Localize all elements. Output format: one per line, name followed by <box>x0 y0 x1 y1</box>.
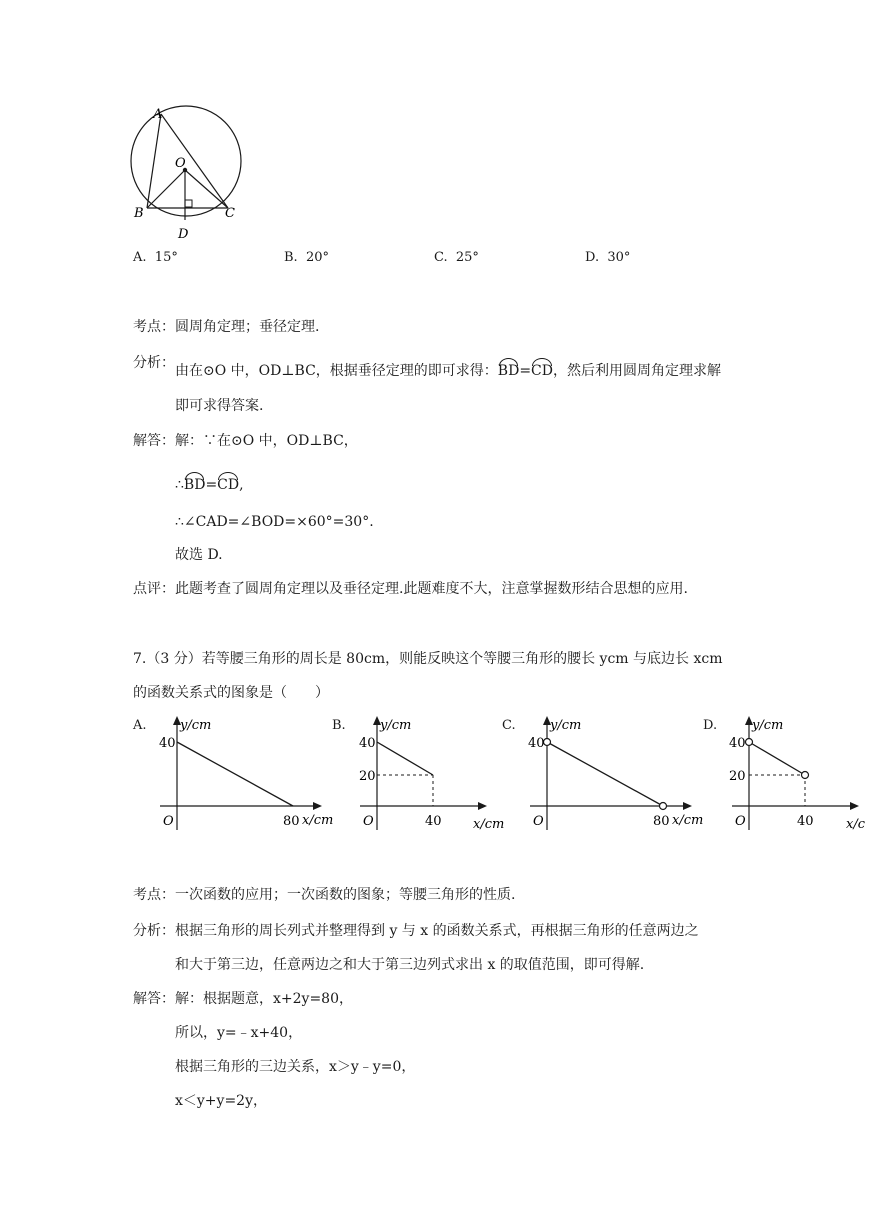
q7-kaodian: 考点：一次函数的应用；一次函数的图象；等腰三角形的性质. <box>133 887 516 903</box>
arc-cd-2: CD <box>217 472 239 494</box>
graph-a-ylabel: y/cm <box>180 718 212 733</box>
graph-a-xlabel: x/cm <box>302 813 334 828</box>
q6-jieda-line4: 故选 D. <box>175 547 223 563</box>
q6-jieda-line1: 解答：解：∵在⊙O 中，OD⊥BC， <box>133 433 358 449</box>
graph-b-xtick: 40 <box>425 814 442 829</box>
graph-c-xlabel: x/cm <box>672 813 704 828</box>
graph-d <box>722 712 869 837</box>
label-b: B <box>134 206 144 221</box>
arc-bd-2: BD <box>184 472 206 494</box>
q7-jieda-line3: 根据三角形的三边关系，x＞y﹣y=0， <box>175 1059 416 1075</box>
graph-a <box>150 712 340 837</box>
q6-option-b: B. 20° <box>284 250 329 265</box>
q6-jieda-line2: ∴BD=CD, <box>175 472 244 494</box>
q6-dianping: 点评：此题考查了圆周角定理以及垂径定理.此题难度不大，注意掌握数形结合思想的应用. <box>133 581 688 597</box>
graph-d-xlabel: x/c <box>846 817 865 832</box>
q6-option-c: C. 25° <box>434 250 479 265</box>
q7-option-a-letter: A. <box>133 718 147 733</box>
q7-option-c-letter: C. <box>502 718 516 733</box>
graph-d-ytick-top: 40 <box>729 736 746 751</box>
graph-b-origin: O <box>363 814 374 829</box>
graph-b <box>350 712 510 837</box>
graph-a-xtick: 80 <box>283 814 300 829</box>
q7-fenxi-line1: 分析：根据三角形的周长列式并整理得到 y 与 x 的函数关系式，再根据三角形的任意两边之 <box>133 923 699 939</box>
graph-d-xtick: 40 <box>797 814 814 829</box>
q7-fenxi-line2: 和大于第三边，任意两边之和大于第三边列式求出 x 的取值范围，即可得解. <box>175 957 645 973</box>
graph-c-ylabel: y/cm <box>550 718 582 733</box>
circle-figure <box>125 100 250 245</box>
q7-stem-line1: 7.（3 分）若等腰三角形的周长是 80cm，则能反映这个等腰三角形的腰长 ycm 与底边长 xcm <box>133 651 723 667</box>
arc-bd: BD <box>498 358 520 380</box>
graph-b-ytick-top: 40 <box>359 736 376 751</box>
q6-kaodian: 考点：圆周角定理；垂径定理. <box>133 319 320 335</box>
q6-option-a: A. 15° <box>133 250 178 265</box>
graph-c-xtick: 80 <box>653 814 670 829</box>
graph-c-origin: O <box>533 814 544 829</box>
label-d: D <box>178 227 189 242</box>
graph-b-ytick-mid: 20 <box>359 769 376 784</box>
arc-cd: CD <box>531 358 553 380</box>
q6-fenxi-line1: 由在⊙O 中，OD⊥BC，根据垂径定理的即可求得：BD=CD，然后利用圆周角定理求解 <box>175 358 721 380</box>
graph-a-ytick: 40 <box>159 736 176 751</box>
graph-d-origin: O <box>735 814 746 829</box>
q6-fenxi-line2: 即可求得答案. <box>175 398 264 414</box>
q7-jieda-line2: 所以，y=﹣x+40， <box>175 1025 303 1041</box>
graph-b-xlabel: x/cm <box>473 817 505 832</box>
graph-c-ytick: 40 <box>528 736 545 751</box>
q7-option-d-letter: D. <box>703 718 718 733</box>
q6-option-d: D. 30° <box>585 250 631 265</box>
q7-stem-line2: 的函数关系式的图象是（ ） <box>133 685 329 701</box>
graph-d-ytick-mid: 20 <box>729 769 746 784</box>
graph-c <box>520 712 710 837</box>
q6-jieda-line3: ∴∠CAD=∠BOD=×60°=30°. <box>175 514 374 530</box>
q7-jieda-line4: x＜y+y=2y， <box>175 1093 267 1109</box>
q6-fenxi-label: 分析： <box>133 355 175 371</box>
label-c: C <box>225 206 235 221</box>
graph-a-origin: O <box>163 814 174 829</box>
graph-d-ylabel: y/cm <box>752 718 784 733</box>
label-a: A <box>153 107 163 122</box>
q7-option-b-letter: B. <box>332 718 346 733</box>
graph-b-ylabel: y/cm <box>380 718 412 733</box>
label-o: O <box>175 156 186 171</box>
q7-jieda-line1: 解答：解：根据题意，x+2y=80， <box>133 991 353 1007</box>
